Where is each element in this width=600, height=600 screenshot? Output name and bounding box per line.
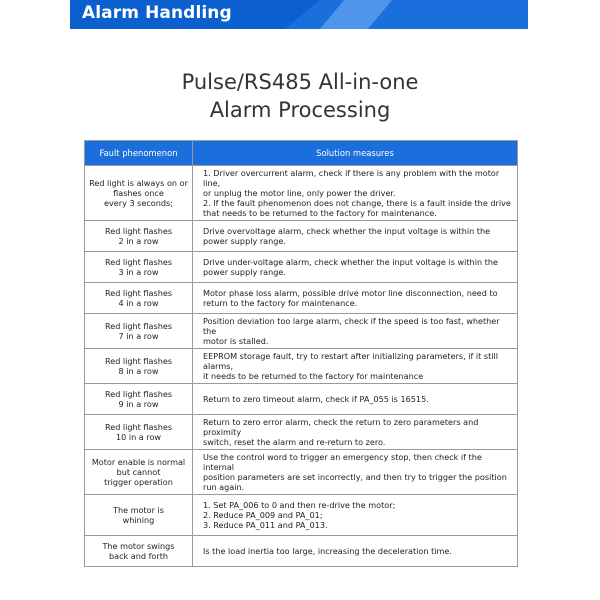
- solution-text: position parameters are set incorrectly, and then try to trigger the position: [203, 472, 507, 482]
- table-row: [85, 314, 518, 349]
- fault-text: Red light flashes: [104, 422, 173, 432]
- document-title-line: Pulse/RS485 All-in-one: [181, 70, 419, 94]
- section-title: Alarm Handling: [82, 3, 232, 23]
- solution-text: that needs to be returned to the factory for maintenance.: [203, 208, 437, 218]
- column-header-solution: Solution measures: [193, 141, 518, 166]
- fault-cell: [85, 252, 193, 283]
- fault-text: 8 in a row: [118, 366, 159, 376]
- fault-cell: [85, 415, 193, 450]
- table-row: [85, 283, 518, 314]
- fault-text: Red light is always on or: [89, 178, 188, 188]
- solution-text: return to the factory for maintenance.: [203, 298, 358, 308]
- table-row: [85, 221, 518, 252]
- table-row: [85, 450, 518, 495]
- fault-cell: [85, 221, 193, 252]
- fault-text: 4 in a row: [118, 298, 159, 308]
- document-title: [0, 68, 600, 124]
- fault-text: 2 in a row: [118, 236, 159, 246]
- table-row: [85, 415, 518, 450]
- fault-cell: [85, 314, 193, 349]
- solution-text: Drive under-voltage alarm, check whether the input voltage is within the: [203, 257, 498, 267]
- solution-cell: [193, 415, 518, 450]
- fault-text: Red light flashes: [104, 257, 173, 267]
- solution-text: 3. Reduce PA_011 and PA_013.: [203, 520, 328, 530]
- solution-text: Is the load inertia too large, increasing the deceleration time.: [203, 546, 452, 556]
- solution-cell: [193, 283, 518, 314]
- solution-cell: [193, 166, 518, 221]
- table-row: [85, 495, 518, 536]
- fault-text: but cannot: [116, 467, 161, 477]
- document-title-line: Alarm Processing: [209, 98, 391, 122]
- header-banner: [70, 0, 528, 29]
- solution-cell: [193, 221, 518, 252]
- solution-text: run again.: [203, 482, 245, 492]
- fault-cell: [85, 384, 193, 415]
- solution-text: 2. If the fault phenomenon does not change, there is a fault inside the drive: [203, 198, 511, 208]
- solution-cell: [193, 252, 518, 283]
- fault-text: Motor enable is normal: [91, 457, 186, 467]
- table-row: [85, 349, 518, 384]
- table-header-row: [85, 141, 518, 166]
- fault-text: The motor is: [113, 505, 164, 515]
- fault-text: every 3 seconds;: [104, 198, 173, 208]
- fault-cell: [85, 166, 193, 221]
- solution-text: 1. Set PA_006 to 0 and then re-drive the motor;: [203, 500, 396, 510]
- solution-cell: [193, 349, 518, 384]
- alarm-table: [84, 140, 518, 567]
- fault-text: Red light flashes: [104, 356, 173, 366]
- solution-text: it needs to be returned to the factory for maintenance: [203, 371, 424, 381]
- fault-text: flashes once: [113, 188, 164, 198]
- fault-text: The motor swings: [102, 541, 175, 551]
- solution-text: EEPROM storage fault, try to restart after initializing parameters, if it still alarms,: [203, 351, 499, 371]
- solution-cell: [193, 536, 518, 567]
- fault-text: Red light flashes: [104, 321, 173, 331]
- solution-text: 2. Reduce PA_009 and PA_01;: [203, 510, 323, 520]
- solution-cell: [193, 384, 518, 415]
- fault-text: Red light flashes: [104, 288, 173, 298]
- fault-cell: [85, 495, 193, 536]
- fault-text: 9 in a row: [118, 399, 159, 409]
- fault-cell: [85, 349, 193, 384]
- fault-cell: [85, 450, 193, 495]
- solution-cell: [193, 450, 518, 495]
- table-row: [85, 252, 518, 283]
- solution-text: Motor phase loss alarm, possible drive motor line disconnection, need to: [203, 288, 498, 298]
- solution-text: Position deviation too large alarm, check if the speed is too fast, whether the: [203, 316, 500, 336]
- fault-text: Red light flashes: [104, 226, 173, 236]
- solution-text: motor is stalled.: [203, 336, 269, 346]
- fault-text: trigger operation: [104, 477, 173, 487]
- fault-cell: [85, 283, 193, 314]
- solution-text: power supply range.: [203, 236, 286, 246]
- solution-cell: [193, 495, 518, 536]
- solution-text: Return to zero error alarm, check the return to zero parameters and proximity: [203, 417, 479, 437]
- solution-text: power supply range.: [203, 267, 286, 277]
- solution-text: or unplug the motor line, only power the driver.: [203, 188, 396, 198]
- fault-cell: [85, 536, 193, 567]
- solution-text: 1. Driver overcurrent alarm, check if there is any problem with the motor line,: [203, 168, 500, 188]
- solution-text: switch, reset the alarm and re-return to zero.: [203, 437, 386, 447]
- column-header-fault: Fault phenomenon: [85, 141, 193, 166]
- fault-text: 3 in a row: [118, 267, 159, 277]
- solution-text: Return to zero timeout alarm, check if PA_055 is 16515.: [203, 394, 429, 404]
- solution-text: Drive overvoltage alarm, check whether the input voltage is within the: [203, 226, 491, 236]
- fault-text: whining: [122, 515, 155, 525]
- fault-text: 7 in a row: [118, 331, 159, 341]
- solution-cell: [193, 314, 518, 349]
- fault-text: back and forth: [108, 551, 169, 561]
- table-row: [85, 536, 518, 567]
- table-row: [85, 166, 518, 221]
- solution-text: Use the control word to trigger an emergency stop, then check if the internal: [203, 452, 482, 472]
- fault-text: Red light flashes: [104, 389, 173, 399]
- table-row: [85, 384, 518, 415]
- fault-text: 10 in a row: [115, 432, 162, 442]
